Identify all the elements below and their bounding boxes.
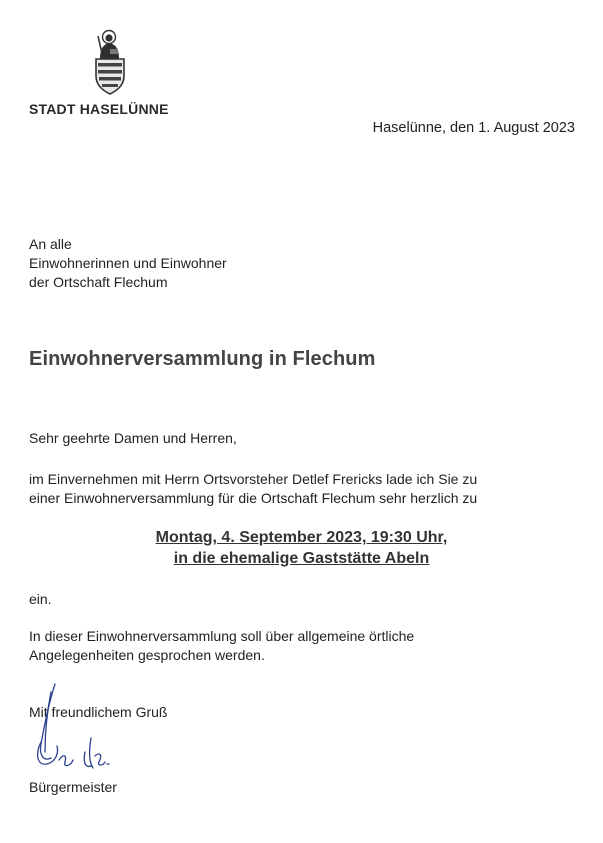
closing-word: ein. <box>29 591 52 607</box>
city-crest-icon <box>88 28 132 96</box>
signature-icon <box>33 682 123 787</box>
salutation: Sehr geehrte Damen und Herren, <box>29 430 237 446</box>
intro-line: einer Einwohnerversammlung für die Ortschaft Flechum sehr herzlich zu <box>29 490 478 506</box>
intro-line: im Einvernehmen mit Herrn Ortsvorsteher Detlef Frericks lade ich Sie zu <box>29 471 478 487</box>
greeting: Mit freundlichem Gruß <box>29 704 168 720</box>
city-name: STADT HASELÜNNE <box>29 101 169 117</box>
event-datetime: Montag, 4. September 2023, 19:30 Uhr, <box>155 529 448 546</box>
body-paragraph <box>29 627 569 665</box>
recipient-line: An alle <box>29 236 72 252</box>
signer-title: Bürgermeister <box>29 779 117 795</box>
recipient-line: der Ortschaft Flechum <box>29 274 168 290</box>
body-line: In dieser Einwohnerversammlung soll über allgemeine örtliche <box>29 628 415 644</box>
intro-paragraph <box>29 470 589 508</box>
place-date: Haselünne, den 1. August 2023 <box>372 120 575 136</box>
letter-subject: Einwohnerversammlung in Flechum <box>29 348 376 370</box>
event-location: in die ehemalige Gaststätte Abeln <box>173 550 430 567</box>
body-line: Angelegenheiten gesprochen werden. <box>29 647 265 663</box>
recipient-line: Einwohnerinnen und Einwohner <box>29 255 227 271</box>
recipient-block <box>29 235 227 292</box>
event-details <box>0 527 603 569</box>
